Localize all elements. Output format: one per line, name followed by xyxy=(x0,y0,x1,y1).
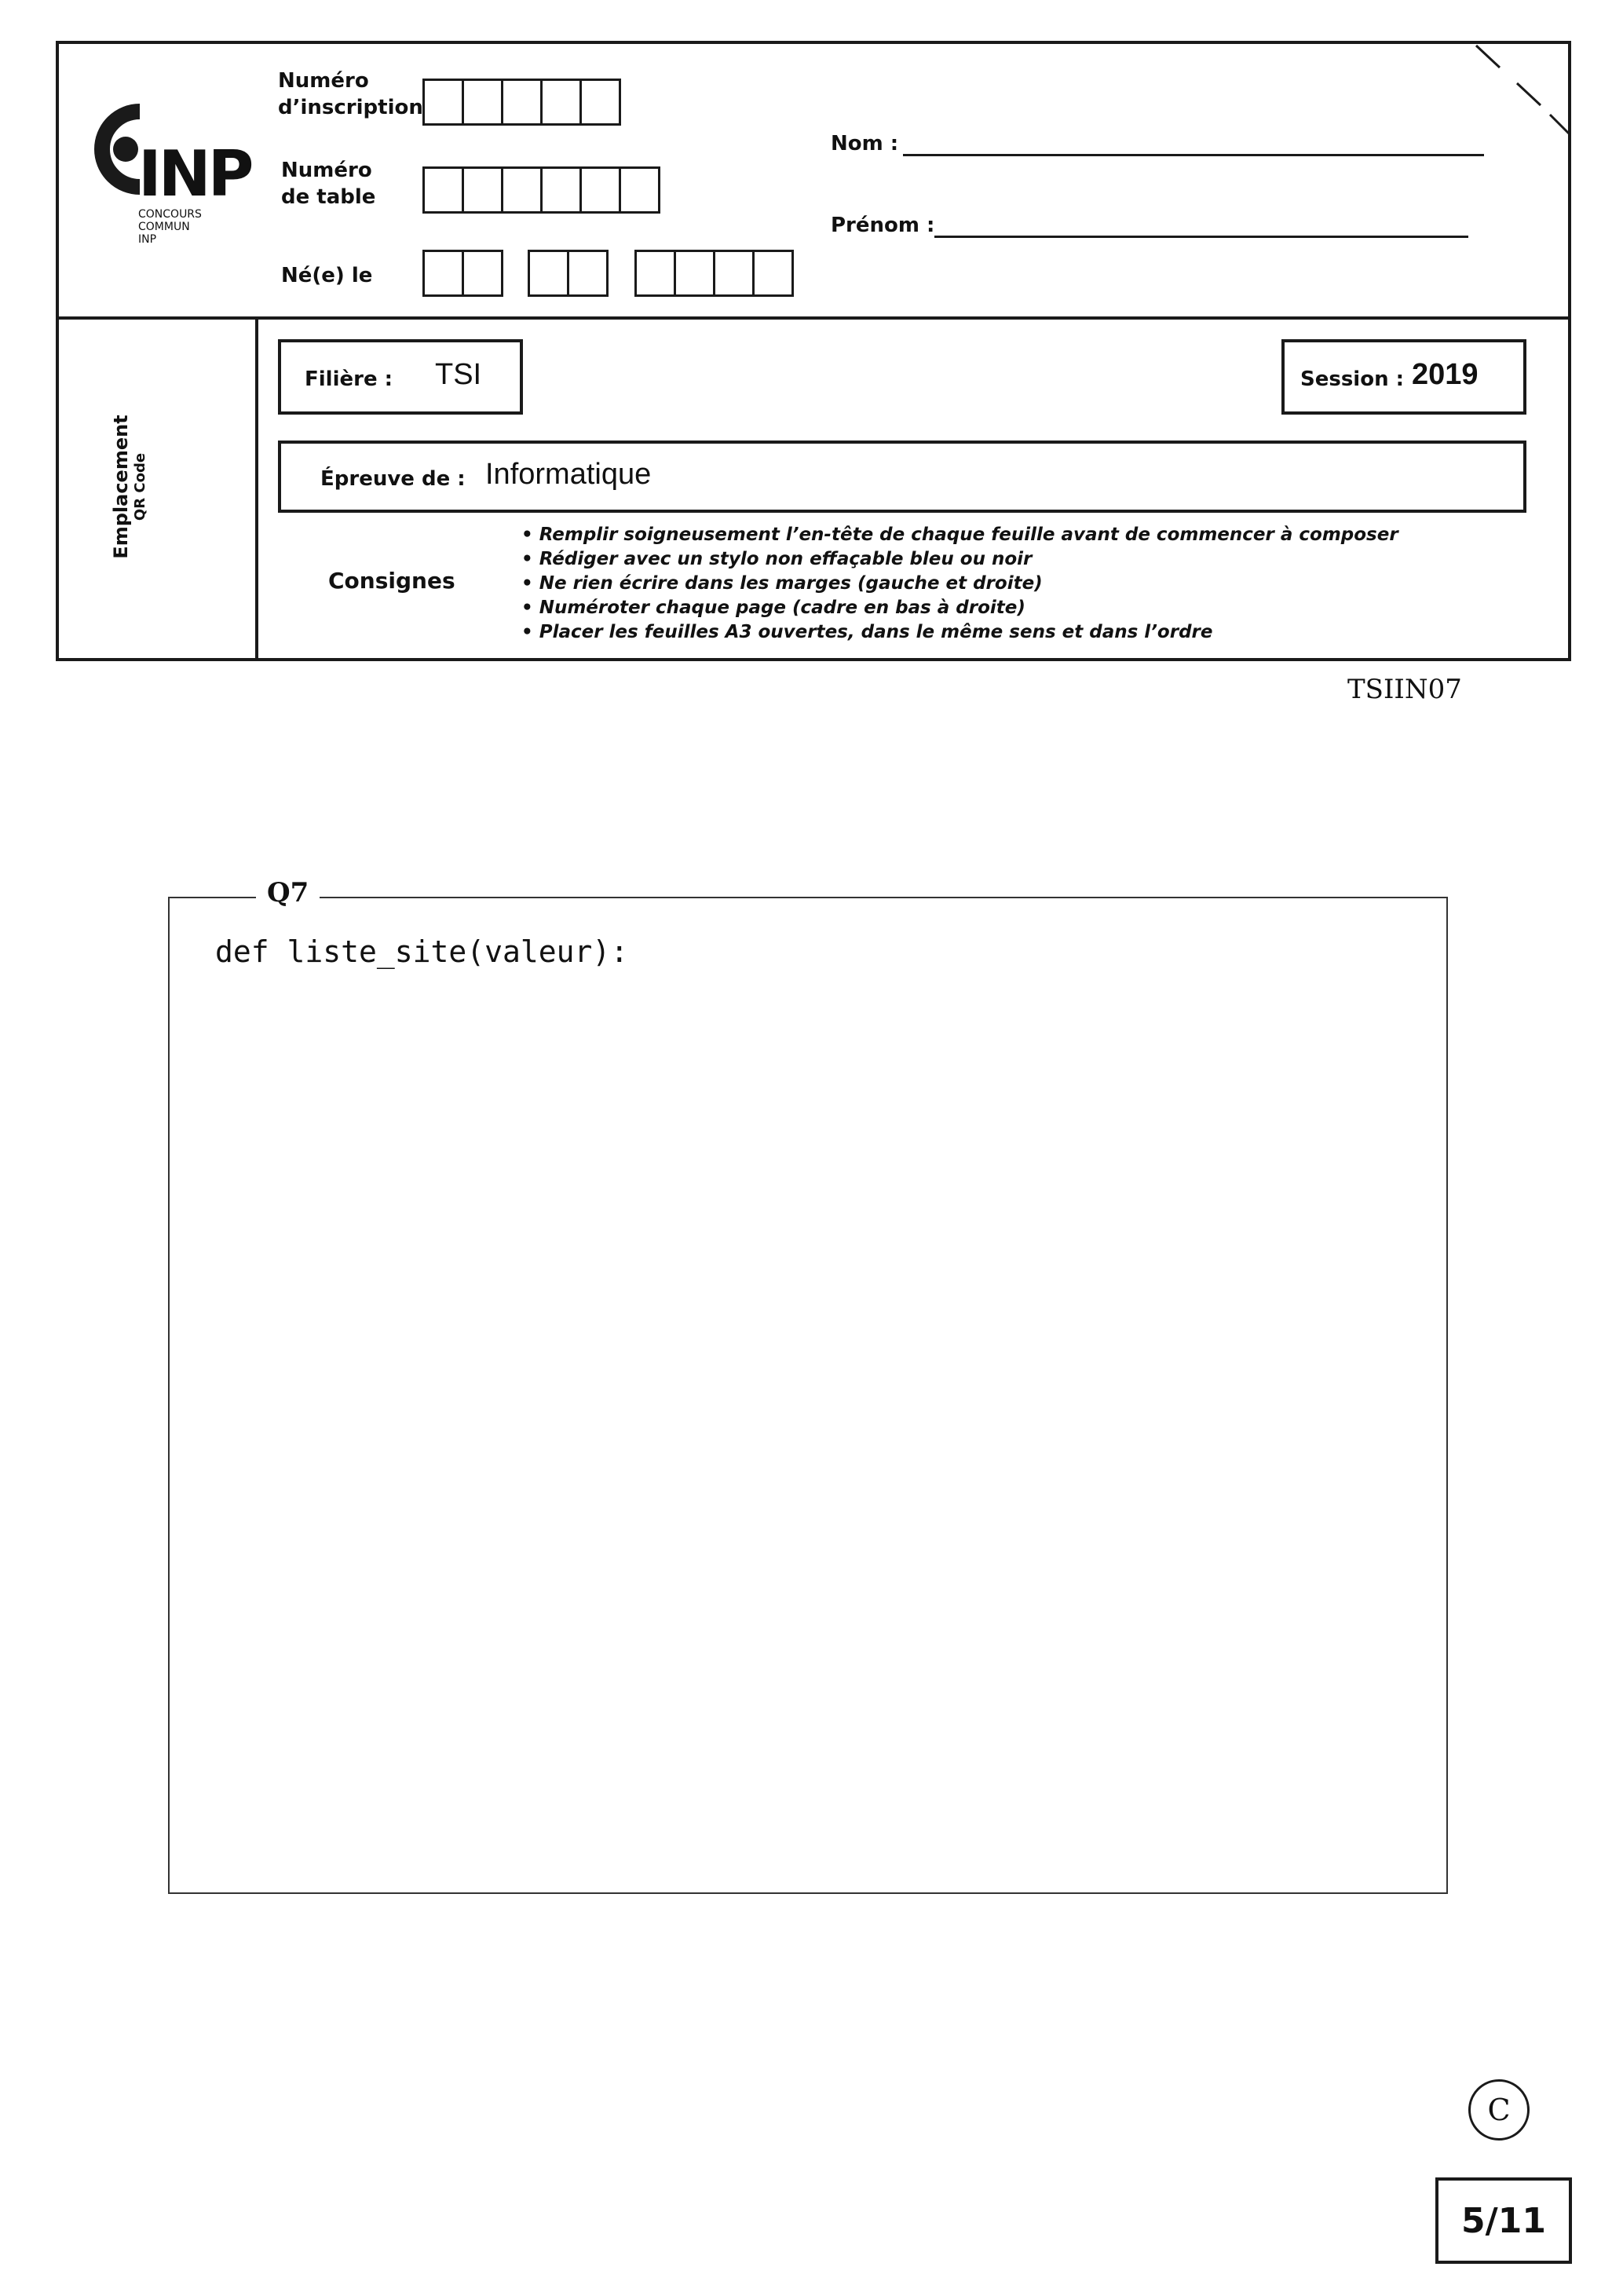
filiere-value: TSI xyxy=(435,358,482,391)
header-divider xyxy=(56,316,1571,320)
numero-inscription-label xyxy=(278,68,423,121)
digit-box[interactable] xyxy=(713,250,755,297)
epreuve-value: Informatique xyxy=(485,458,652,491)
birth-day-boxes[interactable] xyxy=(422,250,501,297)
code-line: def liste_site(valeur): xyxy=(215,934,629,969)
digit-box[interactable] xyxy=(528,250,569,297)
digit-box[interactable] xyxy=(567,250,609,297)
digit-box[interactable] xyxy=(579,79,621,126)
qr-code-placeholder xyxy=(110,408,149,565)
qr-label-line2: QR Code xyxy=(132,452,148,521)
qr-column-divider xyxy=(255,316,258,661)
digit-box[interactable] xyxy=(752,250,794,297)
copyright-icon: C xyxy=(1468,2079,1530,2141)
digit-box[interactable] xyxy=(422,79,464,126)
consigne-item: • Ne rien écrire dans les marges (gauche et droite) xyxy=(521,573,1043,594)
numero-inscription-label-line2: d’inscription xyxy=(278,96,423,119)
session-box xyxy=(1281,339,1526,415)
answer-frame[interactable] xyxy=(168,897,1448,1894)
logo-subtext-line: CONCOURS xyxy=(138,208,202,221)
nom-label: Nom : xyxy=(831,132,899,155)
logo-subtext-line: COMMUN xyxy=(138,221,190,233)
birth-month-boxes[interactable] xyxy=(528,250,606,297)
consigne-item: • Remplir soigneusement l’en-tête de chaque feuille avant de commencer à composer xyxy=(521,525,1398,545)
consigne-item: • Numéroter chaque page (cadre en bas à droite) xyxy=(521,598,1025,618)
digit-box[interactable] xyxy=(422,250,464,297)
numero-inscription-boxes[interactable] xyxy=(422,79,619,126)
numero-inscription-label-line1: Numéro xyxy=(278,69,369,93)
corner-fold-icon xyxy=(1468,41,1574,143)
session-label: Session : xyxy=(1300,367,1405,391)
digit-box[interactable] xyxy=(634,250,676,297)
filiere-box xyxy=(278,339,523,415)
consignes-list xyxy=(521,523,1398,645)
exam-code: TSIIN07 xyxy=(1347,674,1462,705)
digit-box[interactable] xyxy=(540,79,582,126)
prenom-label: Prénom : xyxy=(831,214,935,237)
digit-box[interactable] xyxy=(579,166,621,214)
nom-field[interactable] xyxy=(903,154,1484,156)
filiere-label: Filière : xyxy=(305,367,393,391)
logo-subtext xyxy=(138,208,202,246)
numero-table-label-line2: de table xyxy=(281,185,376,209)
nee-le-label: Né(e) le xyxy=(281,264,373,287)
numero-table-label xyxy=(281,157,375,210)
consigne-item: • Placer les feuilles A3 ouvertes, dans le même sens et dans l’ordre xyxy=(521,622,1213,642)
question-label: Q7 xyxy=(256,877,320,909)
qr-label-line1: Emplacement xyxy=(110,415,132,559)
digit-box[interactable] xyxy=(462,250,503,297)
epreuve-label: Épreuve de : xyxy=(320,467,466,491)
numero-table-label-line1: Numéro xyxy=(281,159,372,182)
digit-box[interactable] xyxy=(462,166,503,214)
digit-box[interactable] xyxy=(462,79,503,126)
digit-box[interactable] xyxy=(619,166,660,214)
logo-subtext-line: INP xyxy=(138,233,157,246)
digit-box[interactable] xyxy=(501,79,543,126)
digit-box[interactable] xyxy=(501,166,543,214)
digit-box[interactable] xyxy=(422,166,464,214)
prenom-field[interactable] xyxy=(934,236,1468,238)
birth-year-boxes[interactable] xyxy=(634,250,791,297)
epreuve-box xyxy=(278,441,1526,513)
digit-box[interactable] xyxy=(674,250,715,297)
inp-logo xyxy=(79,94,259,251)
logo-mark-text: INP xyxy=(138,137,251,210)
consigne-item: • Rédiger avec un stylo non effaçable bleu ou noir xyxy=(521,549,1033,569)
digit-box[interactable] xyxy=(540,166,582,214)
session-value: 2019 xyxy=(1412,358,1479,391)
page-number-box: 5/11 xyxy=(1435,2177,1572,2264)
numero-table-boxes[interactable] xyxy=(422,166,658,214)
consignes-label: Consignes xyxy=(328,568,455,594)
